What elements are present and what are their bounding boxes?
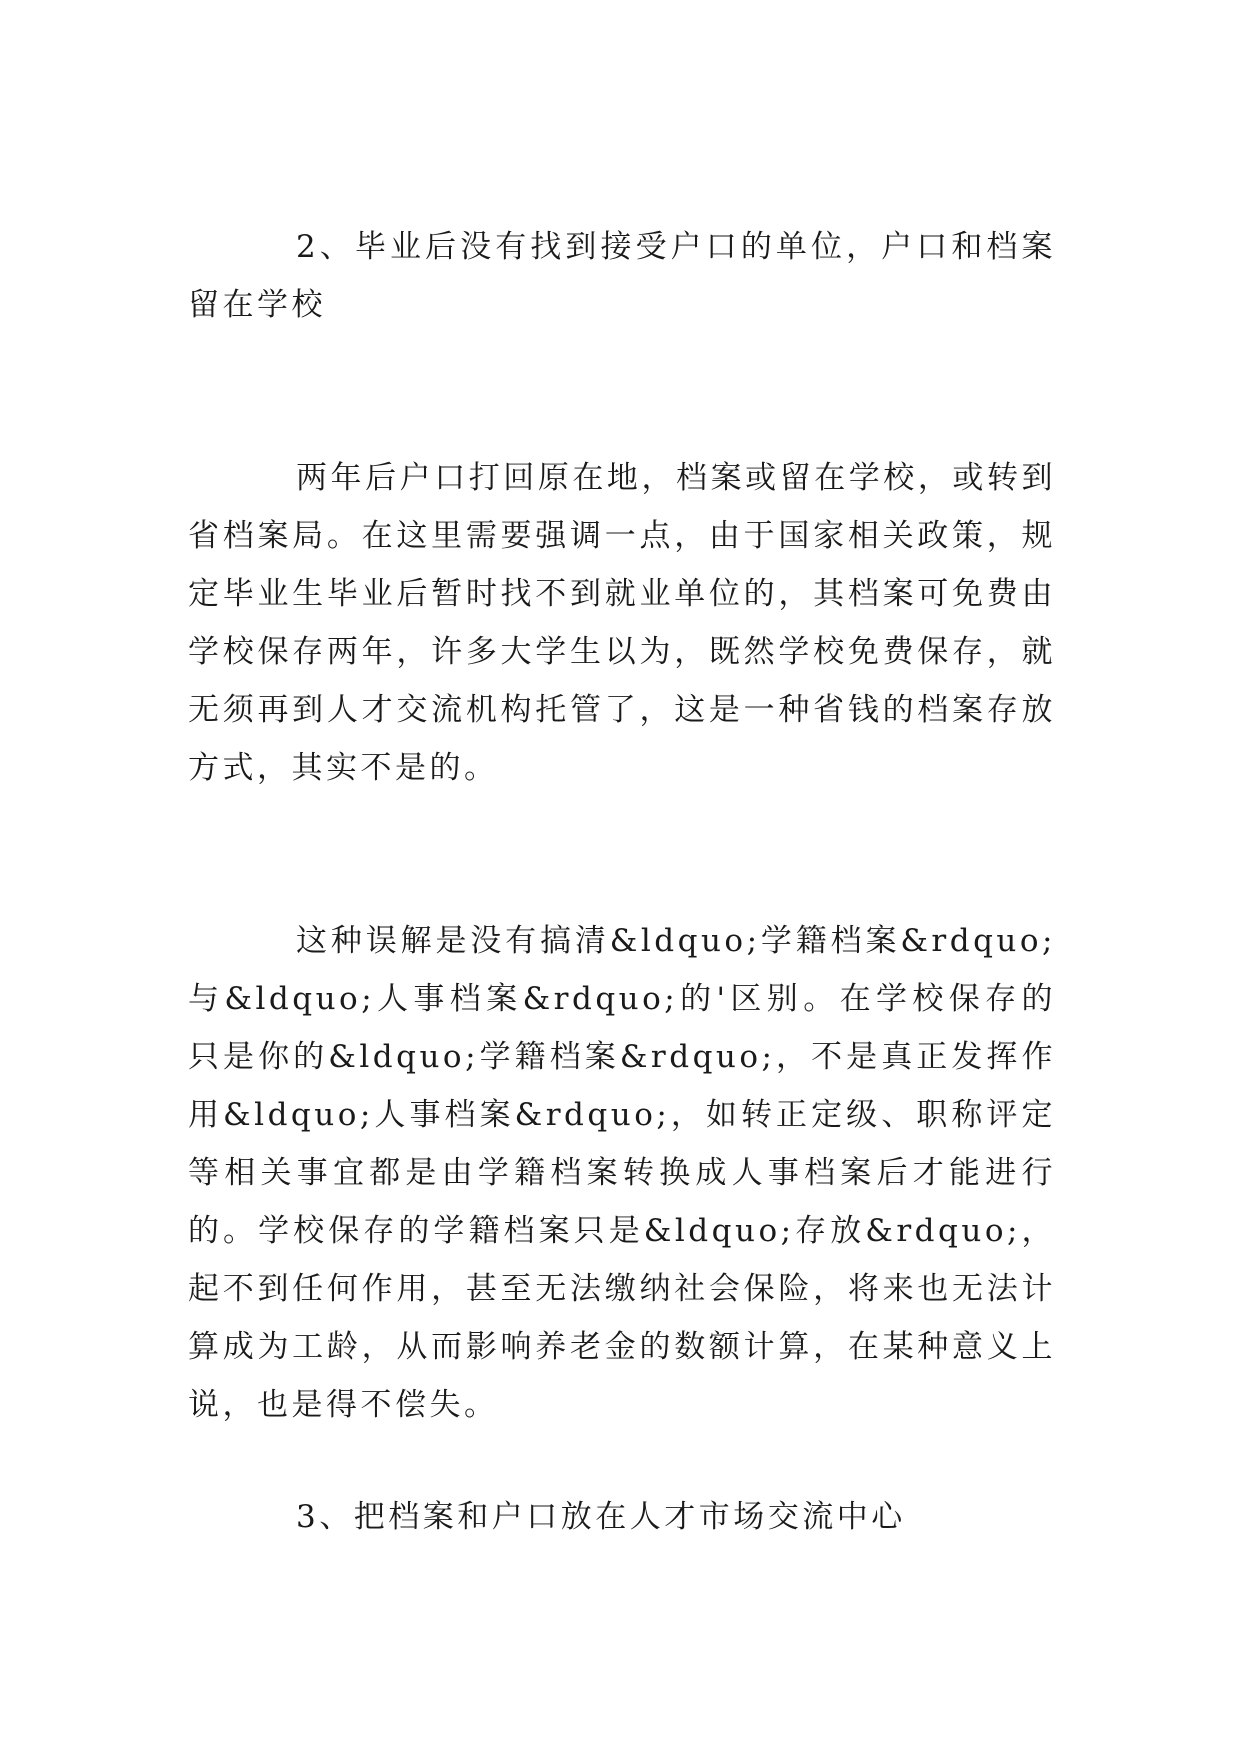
section-heading-2: 2、毕业后没有找到接受户口的单位，户口和档案留在学校 (188, 229, 1056, 323)
section-heading-3: 3、把档案和户口放在人才市场交流中心 (296, 1499, 906, 1535)
body-paragraph: 两年后户口打回原在地，档案或留在学校，或转到省档案局。在这里需要强调一点，由于国家相关政策，规定毕业生毕业后暂时找不到就业单位的，其档案可免费由学校保存两年，许多大学生以为，既然学校免费保存，就无须再到人才交流机构托管了，这是一种省钱的档案存放方式，其实不是的。 (188, 460, 1056, 786)
body-paragraph: 这种误解是没有搞清&ldquo;学籍档案&rdquo;与&ldquo;人事档案&rdquo;的'区别。在学校保存的只是你的&ldquo;学籍档案&rdquo;，不是真正发挥作用&ldquo;人事档案&rdquo;，如转正定级、职称评定等相关事宜都是由学籍档案转换成人事档案后才能进行的。学校保存的学籍档案只是&ldquo;存放&rdquo;，起不到任何作用，甚至无法缴纳社会保险，将来也无法计算成为工龄，从而影响养老金的数额计算，在某种意义上说，也是得不偿失。 (188, 923, 1056, 1423)
